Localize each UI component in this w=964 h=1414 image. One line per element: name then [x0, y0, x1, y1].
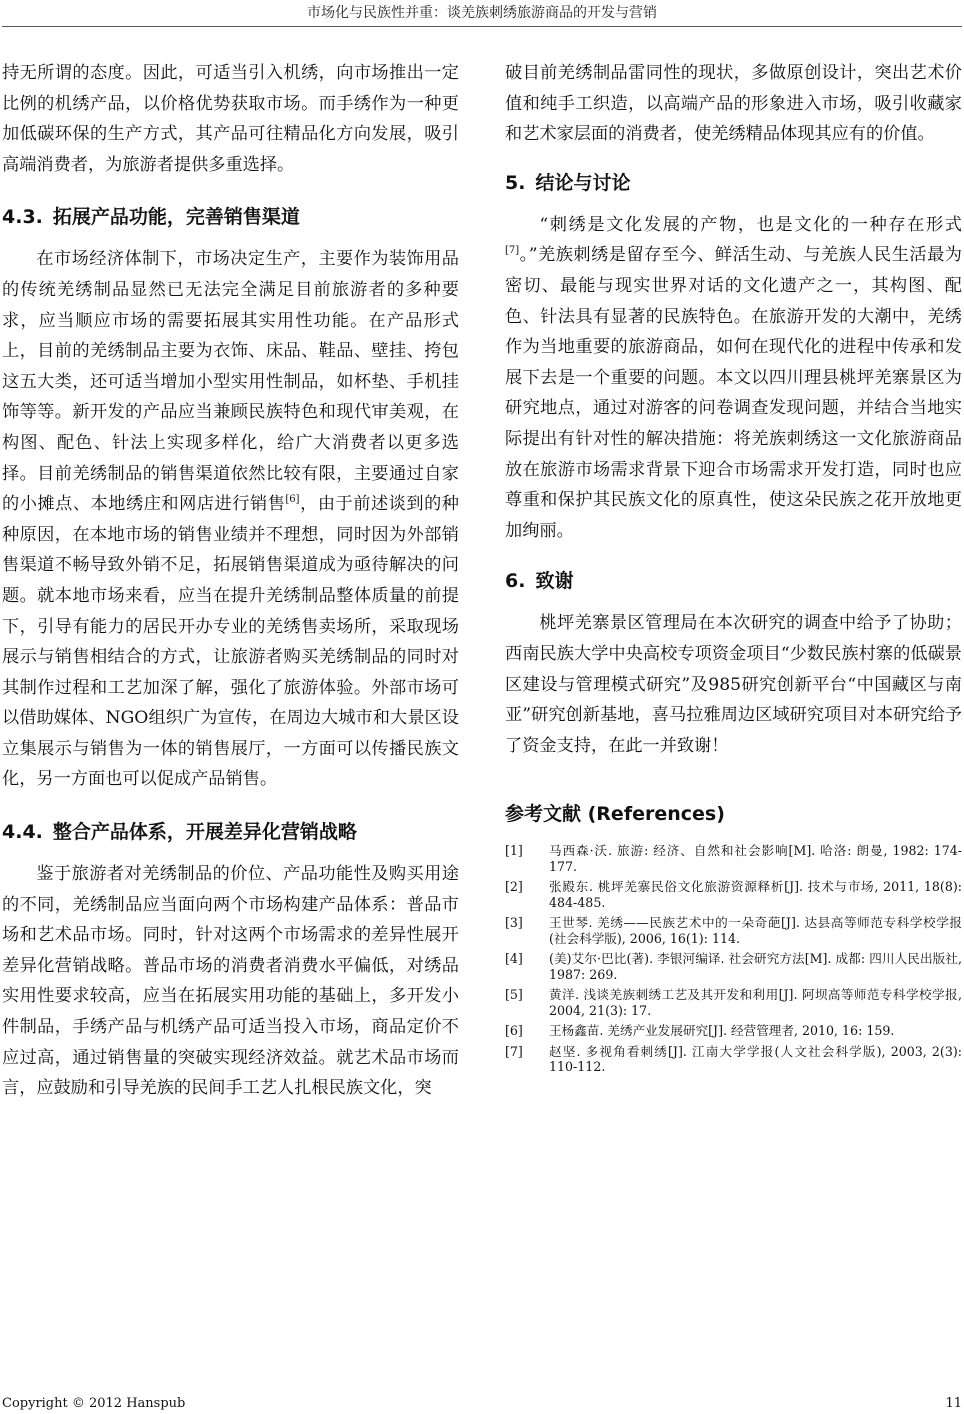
text-run: 。”羌族刺绣是留存至今、鲜活生动、与羌族人民生活最为密切、最能与现实世界对话的文化遗产之一，其构图、配色、针法具有显著的民族特色。在旅游开发的大潮中，羌绣作为当地重要的旅游商品，如何在现代化的进程中传承和发展下去是一个重要的问题。本文以四川理县桃坪羌寨景区为研究地点，通过对游客的问卷调查发现问题，并结合当地实际提出有针对性的解决措施：将羌族刺绣这一文化旅游商品放在旅游市场需求背景下迎合市场需求开发打造，同时也应尊重和保护其民族文化的原真性，使这朵民族之花开放地更加绚丽。: [505, 245, 962, 541]
reference-item: [505, 843, 962, 874]
reference-number: [5]: [505, 987, 523, 1003]
reference-item: [505, 1023, 962, 1039]
reference-number: [7]: [505, 1043, 523, 1059]
body-paragraph: [2, 244, 459, 795]
text-run: “刺绣是文化发展的产物，也是文化的一种存在形式: [539, 214, 962, 235]
body-paragraph: 鉴于旅游者对羌绣制品的价位、产品功能性及购买用途的不同，羌绣制品应当面向两个市场构建产品体系：普品市场和艺术品市场。同时，针对这两个市场需求的差异性展开差异化营销战略。普品市场的消费者消费水平偏低，对绣品实用性要求较高，应当在拓展实用功能的基础上，多开发小件制品，手绣产品与机绣产品可适当投入市场，商品定价不应过高，通过销售量的突破实现经济效益。就艺术品市场而言，应鼓励和引导羌族的民间手工艺人扎根民族文化，突: [2, 864, 459, 1099]
reference-item: [505, 879, 962, 910]
footer-page-number: 11: [945, 1396, 962, 1411]
section-heading-5: [505, 170, 962, 196]
section-number: 5.: [505, 171, 526, 194]
section-title: 致谢: [535, 570, 574, 593]
reference-text: 张殿东. 桃坪羌寨民俗文化旅游资源释析[J]. 技术与市场, 2011, 18(8): 484-485.: [549, 879, 962, 910]
section-heading-6: [505, 568, 962, 594]
citation-ref[interactable]: [7]: [505, 245, 520, 257]
reference-item: [505, 915, 962, 946]
reference-text: 王杨鑫苗. 羌绣产业发展研究[J]. 经营管理者, 2010, 16: 159.: [549, 1023, 895, 1039]
reference-text: (美)艾尔·巴比(著). 李银河编译. 社会研究方法[M]. 成都: 四川人民出版社, 1987: 269.: [549, 951, 962, 982]
reference-number: [2]: [505, 879, 523, 895]
section-title: 整合产品体系，开展差异化营销战略: [52, 821, 357, 844]
body-paragraph: [505, 210, 962, 547]
header-rule: [2, 26, 962, 27]
reference-text: 马西森·沃. 旅游: 经济、自然和社会影响[M]. 哈洛: 朗曼, 1982: 174-177.: [549, 843, 962, 874]
section-title: 拓展产品功能，完善销售渠道: [52, 206, 300, 229]
footer-copyright: Copyright © 2012 Hanspub: [2, 1396, 186, 1411]
reference-number: [4]: [505, 951, 523, 967]
right-column: [505, 58, 962, 1080]
reference-number: [3]: [505, 915, 523, 931]
reference-number: [1]: [505, 843, 523, 859]
body-paragraph: 破目前羌绣制品雷同性的现状，多做原创设计，突出艺术价值和纯手工织造，以高端产品的形象进入市场，吸引收藏家和艺术家层面的消费者，使羌绣精品体现其应有的价值。: [505, 63, 962, 145]
section-number: 6.: [505, 570, 526, 593]
section-heading-4-4: [2, 819, 459, 845]
body-paragraph: 桃坪羌寨景区管理局在本次研究的调查中给予了协助；西南民族大学中央高校专项资金项目“少数民族村寨的低碳景区建设与管理模式研究”及985研究创新平台“中国藏区与南亚”研究创新基地，喜马拉雅周边区域研究项目对本研究给予了资金支持，在此一并致谢！: [505, 613, 962, 756]
references-heading: 参考文献 (References): [505, 803, 725, 826]
running-header: 市场化与民族性并重：谈羌族刺绣旅游商品的开发与营销: [307, 5, 657, 21]
text-run: 在市场经济体制下，市场决定生产，主要作为装饰用品的传统羌绣制品显然已无法完全满足目前旅游者的多种要求，应当顺应市场的需要拓展其实用性功能。在产品形式上，目前的羌绣制品主要为衣饰、床品、鞋品、壁挂、挎包这五大类，还可适当增加小型实用性制品，如杯垫、手机挂饰等等。新开发的产品应当兼顾民族特色和现代审美观，在构图、配色、针法上实现多样化，给广大消费者以更多选择。目前羌绣制品的销售渠道依然比较有限，主要通过自家的小摊点、本地绣庄和网店进行销售: [2, 249, 459, 515]
section-number: 4.3.: [2, 206, 43, 229]
body-paragraph: 持无所谓的态度。因此，可适当引入机绣，向市场推出一定比例的机绣产品，以价格优势获取市场。而手绣作为一种更加低碳环保的生产方式，其产品可往精品化方向发展，吸引高端消费者，为旅游者提供多重选择。: [2, 63, 459, 175]
section-title: 结论与讨论: [535, 171, 631, 194]
reference-item: [505, 951, 962, 982]
reference-text: 赵坚. 多视角看刺绣[J]. 江南大学学报(人文社会科学版), 2003, 2(3): 110-112.: [549, 1043, 962, 1075]
reference-text: 王世琴. 羌绣——民族艺术中的一朵奇葩[J]. 达县高等师范专科学校学报(社会科学版), 2006, 16(1): 114.: [549, 915, 962, 946]
section-heading-4-3: [2, 204, 459, 230]
reference-number: [6]: [505, 1023, 523, 1039]
text-run: ，由于前述谈到的种种原因，在本地市场的销售业绩并不理想，同时因为外部销售渠道不畅导致外销不足，拓展销售渠道成为亟待解决的问题。就本地市场来看，应当在提升羌绣制品整体质量的前提下，引导有能力的居民开办专业的羌绣售卖场所，采取现场展示与销售相结合的方式，让旅游者购买羌绣制品的同时对其制作过程和工艺加深了解，强化了旅游体验。外部市场可以借助媒体、NGO组织广为宣传，在周边大城市和大景区设立集展示与销售为一体的销售展厅，一方面可以传播民族文化，另一方面也可以促成产品销售。: [2, 494, 459, 790]
reference-item: [505, 1044, 962, 1075]
reference-item: [505, 987, 962, 1018]
citation-ref[interactable]: [6]: [285, 494, 300, 506]
section-number: 4.4.: [2, 821, 43, 844]
references-list: [505, 843, 962, 1075]
reference-text: 黄洋. 浅谈羌族刺绣工艺及其开发和利用[J]. 阿坝高等师范专科学校学报, 2004, 21(3): 17.: [549, 987, 962, 1018]
left-column: [2, 58, 459, 1104]
